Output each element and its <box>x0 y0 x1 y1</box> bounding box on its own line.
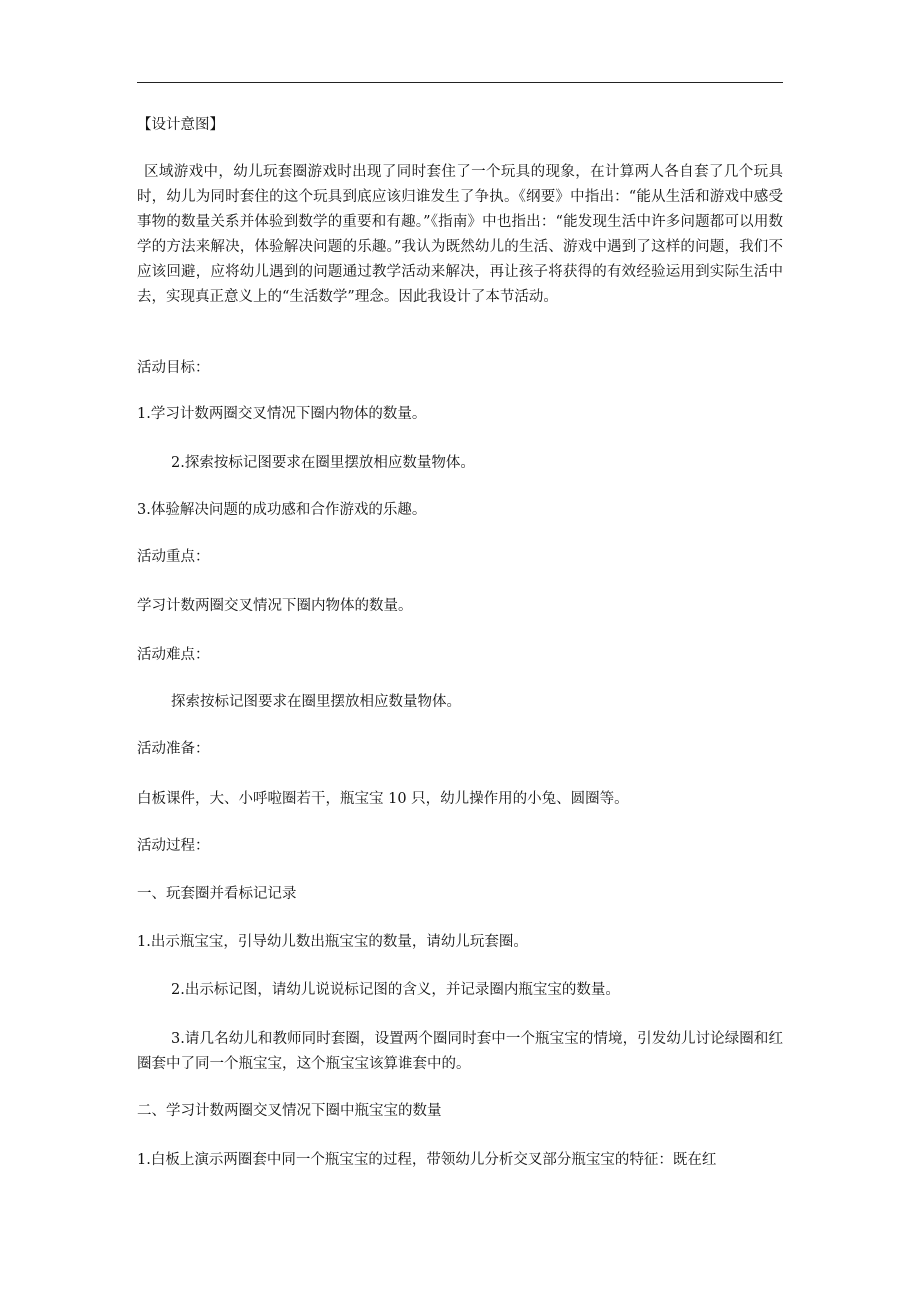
key-body: 学习计数两圈交叉情况下圈内物体的数量。 <box>137 598 413 614</box>
goal-2: 2.探索按标记图要求在圈里摆放相应数量物体。 <box>171 455 475 471</box>
section-1-title: 一、玩套圈并看标记记录 <box>137 886 297 902</box>
section-2-title: 二、学习计数两圈交叉情况下圈中瓶宝宝的数量 <box>137 1103 442 1119</box>
difficulty-heading: 活动难点： <box>137 647 210 663</box>
prep-heading: 活动准备： <box>137 741 210 757</box>
design-heading: 【设计意图】 <box>137 117 224 133</box>
process-heading: 活动过程： <box>137 838 210 854</box>
goal-1: 1.学习计数两圈交叉情况下圈内物体的数量。 <box>137 406 427 422</box>
step-1-3: 3.请几名幼儿和教师同时套圈，设置两个圈同时套中一个瓶宝宝的情境，引发幼儿讨论绿圈和红圈套中了同一个瓶宝宝，这个瓶宝宝该算谁套中的。 <box>137 1031 783 1072</box>
header-rule <box>137 82 783 83</box>
step-2-1: 1.白板上演示两圈套中同一个瓶宝宝的过程，带领幼儿分析交叉部分瓶宝宝的特征：既在红 <box>137 1152 717 1168</box>
difficulty-body: 探索按标记图要求在圈里摆放相应数量物体。 <box>171 694 461 710</box>
step-1-2: 2.出示标记图，请幼儿说说标记图的含义，并记录圈内瓶宝宝的数量。 <box>171 982 620 998</box>
prep-body: 白板课件，大、小呼啦圈若干，瓶宝宝 10 只，幼儿操作用的小兔、圆圈等。 <box>137 791 629 807</box>
goals-heading: 活动目标： <box>137 360 210 376</box>
key-heading: 活动重点： <box>137 549 210 565</box>
design-body: 区域游戏中，幼儿玩套圈游戏时出现了同时套住了一个玩具的现象，在计算两人各自套了几个玩具时，幼儿为同时套住的这个玩具到底应该归谁发生了争执。《纲要》中指出：“能从生活和游戏中感受事物的数量关系并体验到数学的重要和有趣。”《指南》中也指出：“能发现生活中许多问题都可以用数学的方法来解决，体验解决问题的乐趣。”我认为既然幼儿的生活、游戏中遇到了这样的问题，我们不应该回避，应将幼儿遇到的问题通过教学活动来解决，再让孩子将获得的有效经验运用到实际生活中去，实现真正意义上的“生活数学”理念。因此我设计了本节活动。 <box>137 164 783 305</box>
step-1-1: 1.出示瓶宝宝，引导幼儿数出瓶宝宝的数量，请幼儿玩套圈。 <box>137 934 528 950</box>
goal-3: 3.体验解决问题的成功感和合作游戏的乐趣。 <box>137 502 427 518</box>
